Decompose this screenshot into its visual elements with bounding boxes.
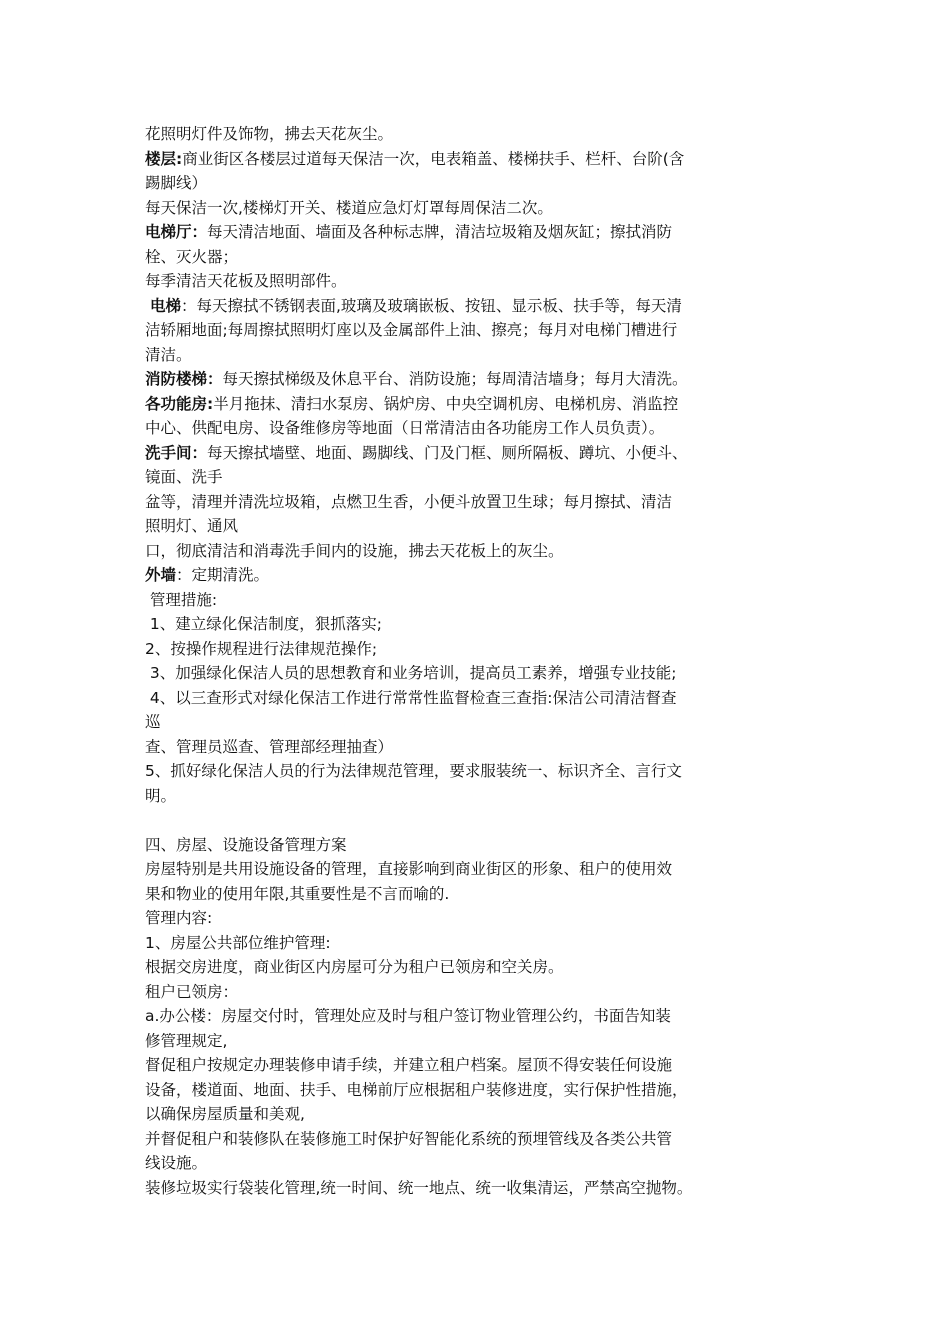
paragraph-continuation: 明。: [145, 786, 177, 805]
measure-item: 4、以三查形式对绿化保洁工作进行常常性监督检查三查指:保洁公司清洁督查: [145, 688, 677, 707]
label-function-rooms: 各功能房:: [145, 394, 214, 413]
measure-item: 5、抓好绿化保洁人员的行为法律规范管理，要求服装统一、标识齐全、言行文: [145, 762, 682, 780]
paragraph-continuation: 口，彻底清洁和消毒洗手间内的设施，拂去天花板上的灰尘。: [145, 541, 564, 560]
paragraph-continuation: 踢脚线）: [145, 174, 208, 192]
paragraph-continuation: 线设施。: [145, 1154, 208, 1172]
paragraph: 督促租户按规定办理装修申请手续，并建立租户档案。屋顶不得安装任何设施: [145, 1056, 673, 1074]
blank-line: [145, 808, 825, 833]
text-function-rooms: 半月拖抹、清扫水泵房、锅炉房、中央空调机房、电梯机房、消监控: [213, 394, 679, 413]
paragraph: a.办公楼：房屋交付时，管理处应及时与租户签订物业管理公约，书面告知装: [145, 1007, 671, 1025]
text-fire-stairs: 每天擦拭梯级及休息平台、消防设施；每周清洁墙身；每月大清洗。: [222, 370, 688, 388]
paragraph-continuation: 巡: [145, 713, 161, 731]
paragraph-restroom: [145, 441, 825, 466]
section-title: 四、房屋、设施设备管理方案: [145, 835, 347, 854]
text-restroom: 每天擦拭墙壁、地面、踢脚线、门及门框、厕所隔板、蹲坑、小便斗、: [207, 443, 688, 462]
measures-heading: 管理措施:: [145, 590, 218, 609]
paragraph-elevator: [145, 294, 825, 319]
label-floor: 楼层:: [145, 149, 183, 168]
paragraph-continuation: 修管理规定,: [145, 1031, 228, 1050]
paragraph: 管理内容:: [145, 909, 213, 927]
label-elevator: 电梯: [149, 296, 181, 315]
paragraph: 房屋特别是共用设施设备的管理，直接影响到商业街区的形象、租户的使用效: [145, 860, 673, 878]
paragraph-continuation: 洁轿厢地面;每周擦拭照明灯座以及金属部件上油、擦亮；每月对电梯门槽进行: [145, 321, 678, 339]
paragraph-function-rooms: [145, 392, 825, 417]
document-body: [145, 122, 825, 1200]
paragraph: 每季清洁天花板及照明部件。: [145, 272, 347, 290]
paragraph: 租户已领房：: [145, 982, 239, 1001]
paragraph-floor: [145, 147, 825, 172]
paragraph-continuation: 果和物业的使用年限,其重要性是不言而喻的.: [145, 884, 450, 903]
paragraph: 花照明灯件及饰物，拂去天花灰尘。: [145, 125, 394, 143]
label-elevator-hall: 电梯厅：: [145, 223, 208, 241]
label-restroom: 洗手间：: [145, 443, 208, 462]
label-fire-stairs: 消防楼梯：: [145, 370, 223, 388]
paragraph: 根据交房进度，商业街区内房屋可分为租户已领房和空关房。: [145, 958, 564, 976]
text-elevator: ：每天擦拭不锈钢表面,玻璃及玻璃嵌板、按钮、显示板、扶手等，每天清: [180, 296, 682, 315]
label-exterior-wall: 外墙: [145, 566, 177, 584]
paragraph: 并督促租户和装修队在装修施工时保护好智能化系统的预埋管线及各类公共管: [145, 1129, 673, 1148]
paragraph-continuation: 照明灯、通风: [145, 517, 239, 535]
paragraph-continuation: 盆等，清理并清洗垃圾箱，点燃卫生香，小便斗放置卫生球；每月擦拭、清洁: [145, 492, 673, 511]
measure-item: 3、加强绿化保洁人员的思想教育和业务培训，提高员工素养，增强专业技能;: [145, 664, 677, 682]
paragraph: 每天保洁一次,楼梯灯开关、楼道应急灯灯罩每周保洁二次。: [145, 198, 553, 217]
text-exterior-wall: ：定期清洗。: [176, 566, 270, 584]
measure-item: 1、建立绿化保洁制度，狠抓落实;: [145, 615, 383, 633]
paragraph-continuation: 中心、供配电房、设备维修房等地面（日常清洁由各功能房工作人员负责）。: [145, 419, 665, 437]
paragraph: 装修垃圾实行袋装化管理,统一时间、统一地点、统一收集清运，严禁高空抛物。: [145, 1178, 693, 1197]
text-floor: 商业街区各楼层过道每天保洁一次，电表箱盖、楼梯扶手、栏杆、台阶(含: [182, 149, 685, 168]
paragraph-continuation: 镜面、洗手: [145, 468, 223, 486]
paragraph-continuation: 查、管理员巡查、管理部经理抽查）: [145, 737, 394, 756]
paragraph-continuation: 设备，楼道面、地面、扶手、电梯前厅应根据租户装修进度，实行保护性措施，: [145, 1080, 688, 1099]
paragraph-continuation: 栓、灭火器；: [145, 247, 239, 266]
paragraph-fire-stairs: [145, 367, 825, 392]
paragraph: 1、房屋公共部位维护管理:: [145, 933, 331, 952]
paragraph-elevator-hall: [145, 220, 825, 245]
measure-item: 2、按操作规程进行法律规范操作;: [145, 639, 378, 658]
paragraph-continuation: 清洁。: [145, 345, 192, 364]
text-elevator-hall: 每天清洁地面、墙面及各种标志牌，清洁垃圾箱及烟灰缸；擦拭消防: [207, 223, 673, 241]
paragraph-exterior-wall: [145, 563, 825, 588]
paragraph-continuation: 以确保房屋质量和美观,: [145, 1105, 305, 1123]
